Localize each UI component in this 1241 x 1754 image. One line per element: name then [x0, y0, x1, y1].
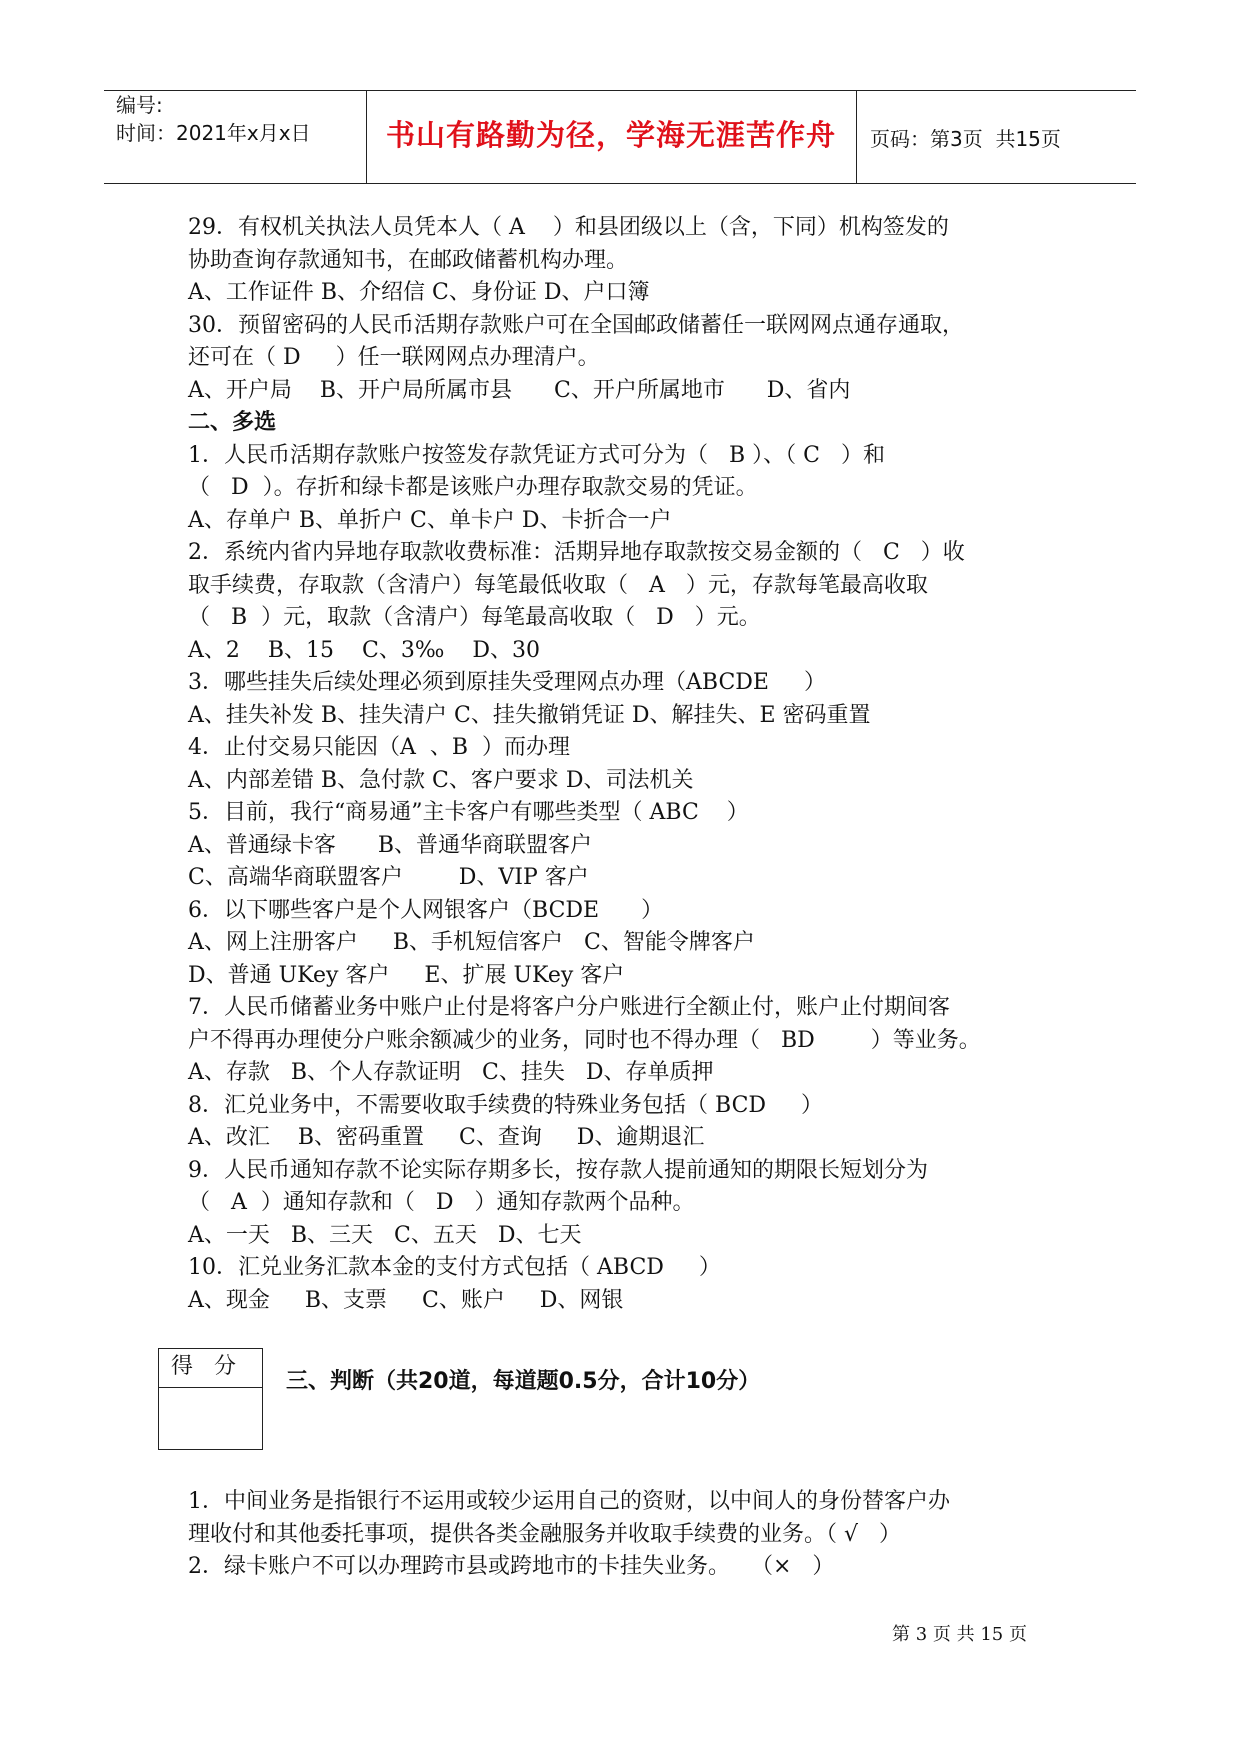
text-line: 6．以下哪些客户是个人网银客户（BCDE ） — [188, 897, 664, 923]
header-left-block — [116, 91, 311, 147]
text-line: （ A ）通知存款和（ D ）通知存款两个品种。 — [188, 1190, 695, 1215]
header-motto: 书山有路勤为径，学海无涯苦作舟 — [385, 118, 836, 152]
text-line: D、普通 UKey 客户 E、扩展 UKey 客户 — [188, 962, 625, 988]
questions-body — [188, 212, 1068, 1317]
text-line: （ D ）。存折和绿卡都是该账户办理存取款交易的凭证。 — [188, 475, 758, 500]
text-line: 1．人民币活期存款账户按签发存款凭证方式可分为（ B ）、（ C ）和 — [188, 442, 885, 468]
text-line: A、存款 B、个人存款证明 C、挂失 D、存单质押 — [188, 1060, 714, 1085]
text-line: 1．中间业务是指银行不运用或较少运用自己的资财，以中间人的身份替客户办 — [188, 1489, 950, 1514]
text-line: A、改汇 B、密码重置 C、查询 D、逾期退汇 — [188, 1125, 705, 1150]
time-label: 时间：2021年x月x日 — [116, 121, 311, 145]
text-line: （ B ）元，取款（含清户）每笔最高收取（ D ）元。 — [188, 605, 761, 630]
text-line: 户不得再办理使分户账余额减少的业务，同时也不得办理（ BD ）等业务。 — [188, 1027, 981, 1053]
header-divider-right — [856, 91, 857, 183]
text-line: 2．系统内省内异地存取款收费标准：活期异地存取款按交易金额的（ C ）收 — [188, 540, 965, 565]
text-line: A、普通绿卡客 B、普通华商联盟客户 — [188, 832, 593, 858]
text-line: 30．预留密码的人民币活期存款账户可在全国邮政储蓄任一联网网点通存通取， — [188, 312, 964, 338]
text-line: 还可在（ D ）任一联网网点办理清户。 — [188, 345, 600, 370]
number-label: 编号: — [116, 93, 163, 117]
section-heading-true-false: 三、判断（共20道，每道题0.5分，合计10分） — [286, 1369, 761, 1394]
text-line: A、内部差错 B、急付款 C、客户要求 D、司法机关 — [188, 767, 694, 793]
text-line: A、网上注册客户 B、手机短信客户 C、智能令牌客户 — [188, 930, 755, 955]
text-line: 4．止付交易只能因（A 、B ）而办理 — [188, 735, 571, 760]
text-line: 取手续费，存取款（含清户）每笔最低收取（ A ）元，存款每笔最高收取 — [188, 572, 928, 598]
text-line: 5．目前，我行“商易通”主卡客户有哪些类型（ ABC ） — [188, 800, 749, 825]
text-line: 2．绿卡账户不可以办理跨市县或跨地市的卡挂失业务。 （× ） — [188, 1554, 835, 1579]
text-line: C、高端华商联盟客户 D、VIP 客户 — [188, 865, 589, 890]
text-line: A、开户局 B、开户局所属市县 C、开户所属地市 D、省内 — [188, 377, 851, 403]
text-line: A、现金 B、支票 C、账户 D、网银 — [188, 1287, 624, 1313]
score-box-label: 得 分 — [159, 1349, 262, 1388]
text-line: A、2 B、15 C、3‰ D、30 — [188, 637, 540, 663]
text-line: 协助查询存款通知书，在邮政储蓄机构办理。 — [188, 247, 629, 273]
true-false-body — [188, 1486, 1068, 1584]
page-footer: 第 3 页 共 15 页 — [892, 1624, 1027, 1645]
text-line: 理收付和其他委托事项，提供各类金融服务并收取手续费的业务。（ √ ） — [188, 1521, 901, 1547]
text-line: 29．有权机关执法人员凭本人（ A ）和县团级以上（含，下同）机构签发的 — [188, 215, 949, 240]
text-line: A、存单户 B、单折户 C、单卡户 D、卡折合一户 — [188, 507, 672, 533]
section-heading-multiple-choice: 二、多选 — [188, 410, 277, 435]
document-header — [104, 90, 1136, 184]
header-page-label: 页码：第3页 共15页 — [870, 127, 1061, 151]
text-line: A、工作证件 B、介绍信 C、身份证 D、户口簿 — [188, 280, 650, 305]
text-line: 8．汇兑业务中，不需要收取手续费的特殊业务包括（ BCD ） — [188, 1092, 824, 1118]
text-line: 10．汇兑业务汇款本金的支付方式包括（ ABCD ） — [188, 1255, 721, 1280]
text-line: 3．哪些挂失后续处理必须到原挂失受理网点办理（ABCDE ） — [188, 670, 826, 695]
score-box — [158, 1348, 263, 1450]
text-line: A、挂失补发 B、挂失清户 C、挂失撤销凭证 D、解挂失、E 密码重置 — [188, 702, 871, 728]
text-line: A、一天 B、三天 C、五天 D、七天 — [188, 1222, 582, 1248]
text-line: 7．人民币储蓄业务中账户止付是将客户分户账进行全额止付，账户止付期间客 — [188, 995, 950, 1020]
text-line: 9．人民币通知存款不论实际存期多长，按存款人提前通知的期限长短划分为 — [188, 1157, 928, 1183]
